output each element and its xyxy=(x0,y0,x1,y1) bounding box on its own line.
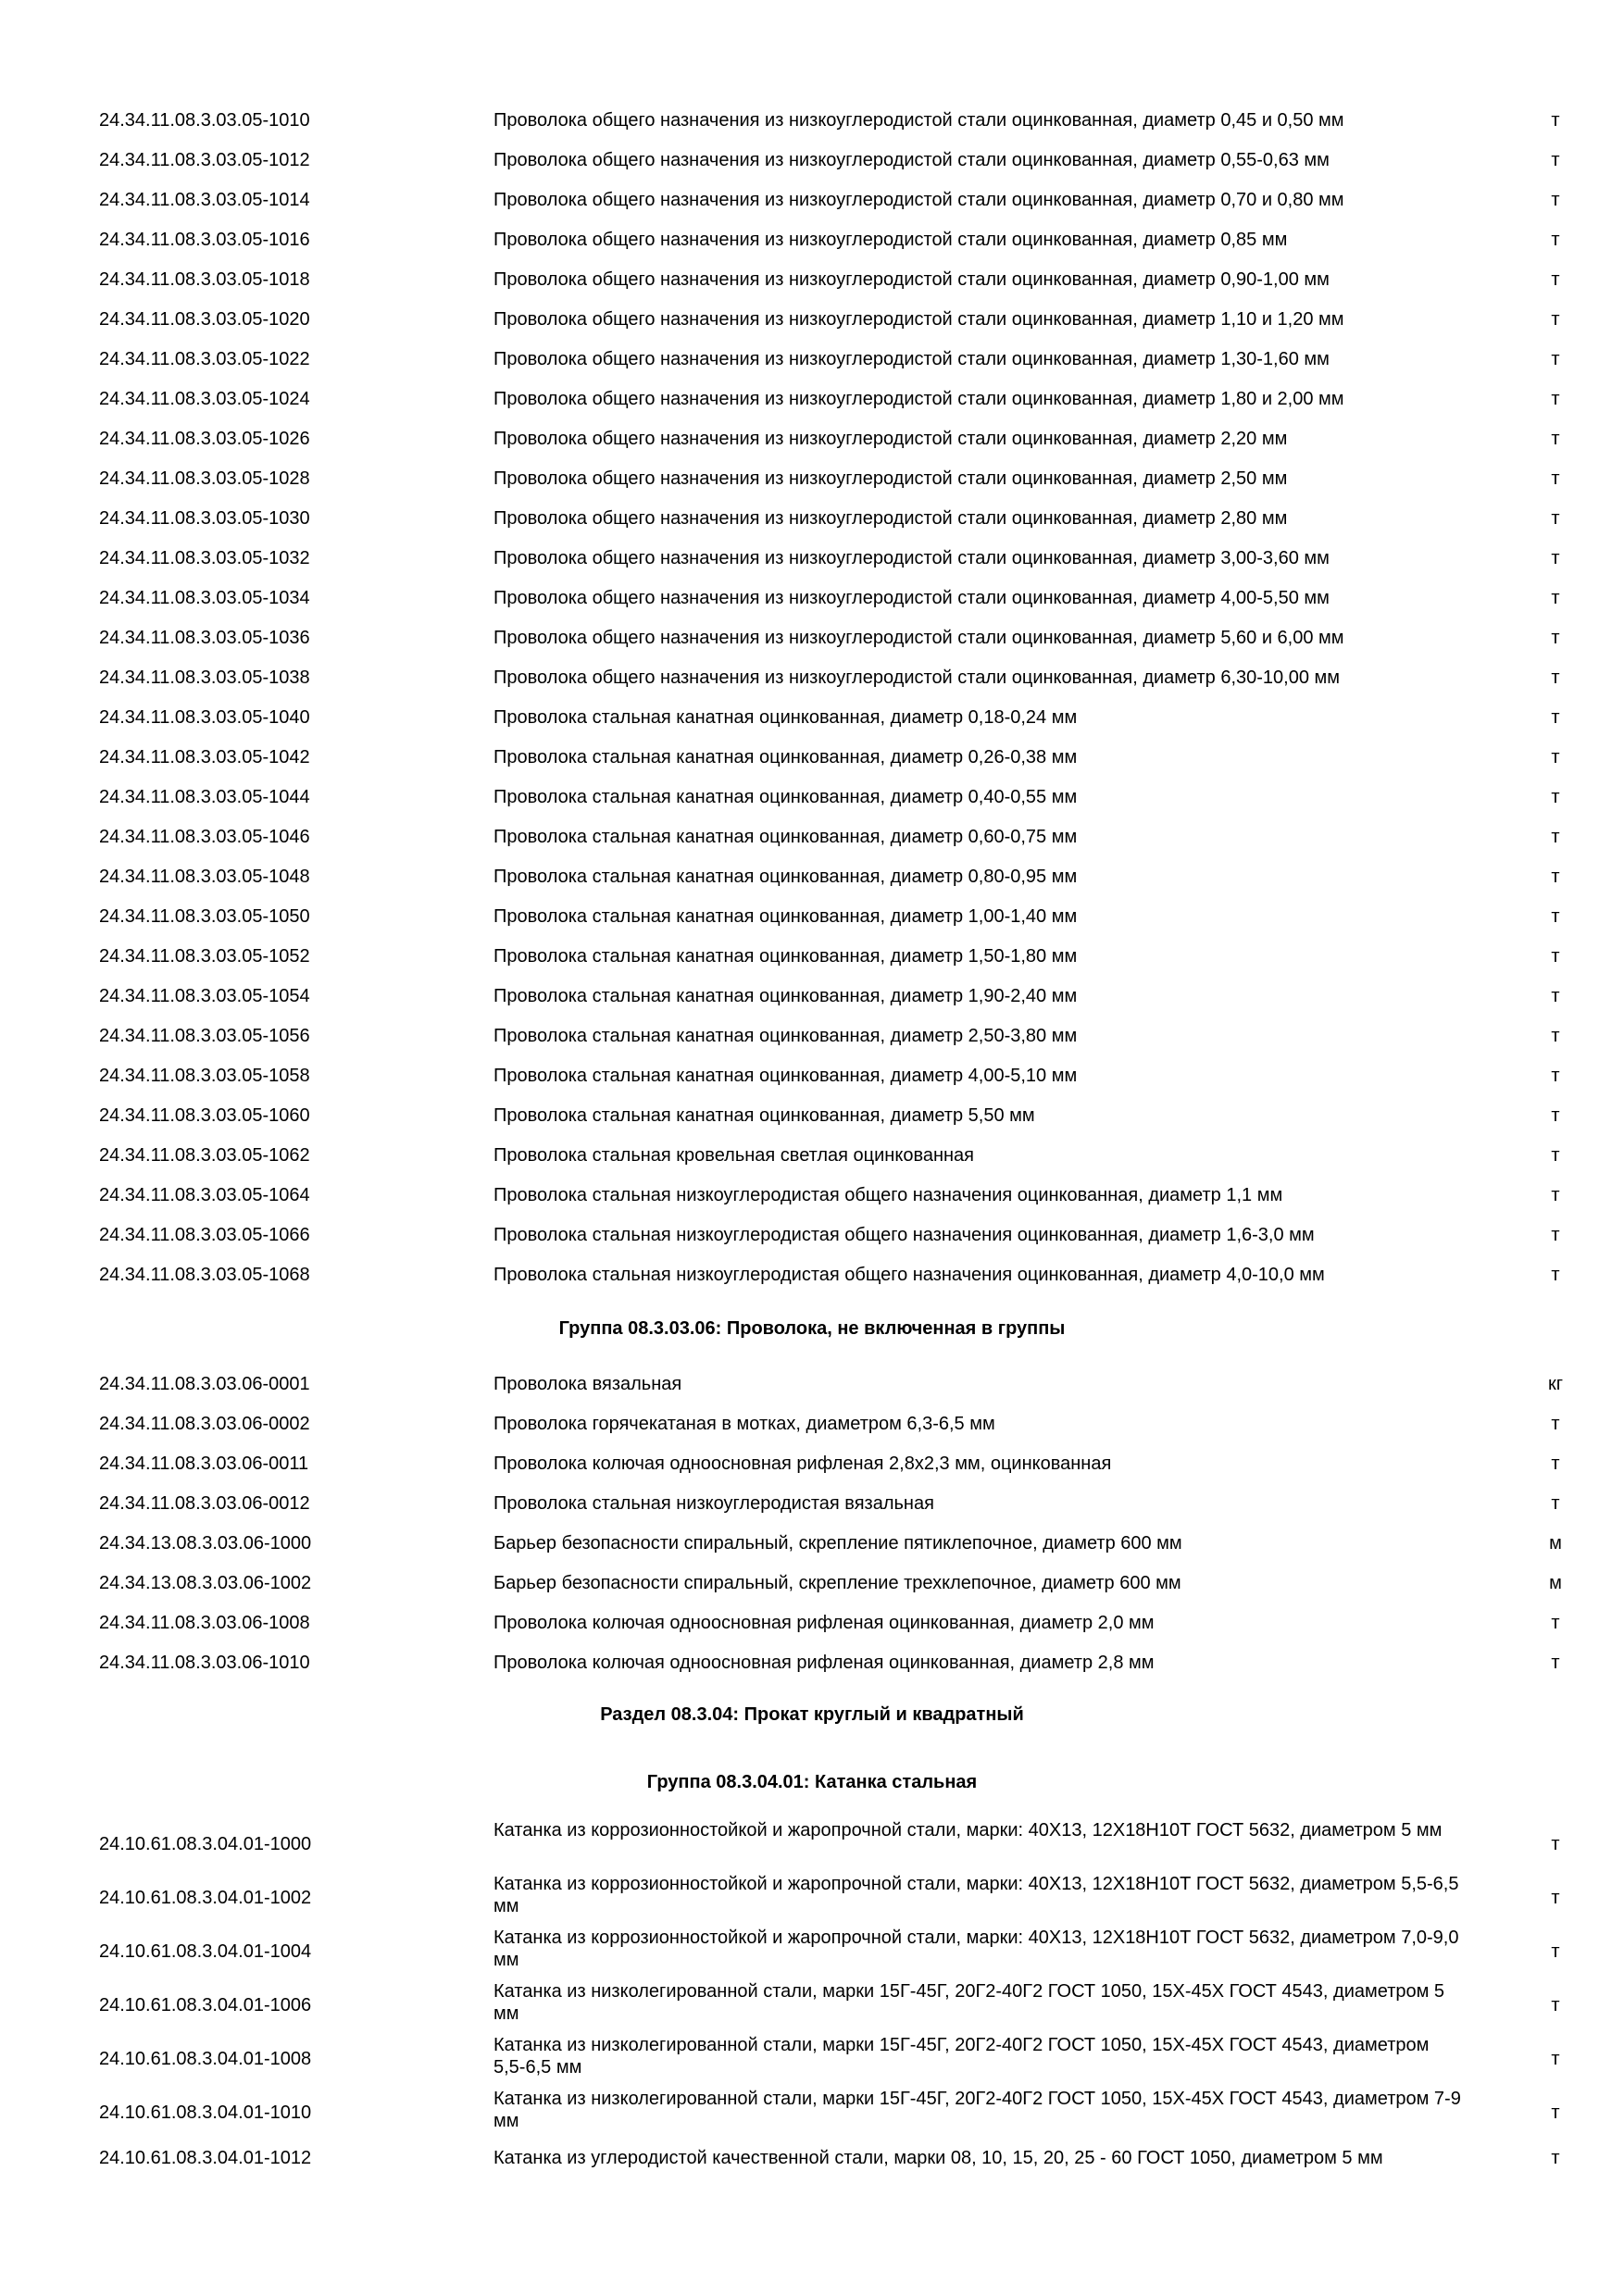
row-name: Катанка из коррозионностойкой и жаропрочной стали, марки: 40Х13, 12Х18Н10Т ГОСТ 5632, диаметром 5,5-6,5 мм xyxy=(493,1874,1459,1916)
table-row xyxy=(0,1215,1624,1254)
row-code: 24.34.11.08.3.03.05-1020 xyxy=(99,309,310,330)
table-row xyxy=(0,777,1624,817)
row-unit: т xyxy=(1551,1888,1560,1908)
row-code: 24.34.11.08.3.03.05-1016 xyxy=(99,230,310,250)
table-row xyxy=(0,578,1624,618)
row-code: 24.34.11.08.3.03.05-1058 xyxy=(99,1066,310,1086)
row-unit: т xyxy=(1551,1653,1560,1673)
row-name: Проволока общего назначения из низкоуглеродистой стали оцинкованная, диаметр 2,20 мм xyxy=(493,429,1288,449)
row-name: Проволока стальная канатная оцинкованная, диаметр 4,00-5,10 мм xyxy=(493,1066,1078,1086)
table-row xyxy=(0,976,1624,1016)
row-unit: т xyxy=(1551,230,1560,250)
row-name: Барьер безопасности спиральный, скрепление трехклепочное, диаметр 600 мм xyxy=(493,1573,1181,1593)
row-unit: т xyxy=(1551,2049,1560,2069)
row-unit: т xyxy=(1551,1941,1560,1962)
table-row xyxy=(0,856,1624,896)
row-name: Проволока общего назначения из низкоуглеродистой стали оцинкованная, диаметр 2,50 мм xyxy=(493,468,1288,489)
row-unit: т xyxy=(1551,1265,1560,1285)
row-name: Проволока стальная кровельная светлая оцинкованная xyxy=(493,1145,975,1166)
row-unit: т xyxy=(1551,150,1560,170)
row-unit: т xyxy=(1551,1185,1560,1205)
row-code: 24.34.11.08.3.03.05-1026 xyxy=(99,429,310,449)
row-name: Проволока стальная канатная оцинкованная, диаметр 2,50-3,80 мм xyxy=(493,1026,1078,1046)
row-name: Проволока стальная низкоуглеродистая вязальная xyxy=(493,1493,934,1514)
table-row xyxy=(0,1443,1624,1483)
row-name: Проволока общего назначения из низкоуглеродистой стали оцинкованная, диаметр 1,80 и 2,00 мм xyxy=(493,389,1344,409)
row-code: 24.34.11.08.3.03.05-1024 xyxy=(99,389,310,409)
row-code: 24.34.11.08.3.03.05-1014 xyxy=(99,190,310,210)
row-unit: т xyxy=(1551,389,1560,409)
row-unit: т xyxy=(1551,1454,1560,1474)
row-name: Проволока общего назначения из низкоуглеродистой стали оцинкованная, диаметр 6,30-10,00 мм xyxy=(493,668,1341,688)
table-row xyxy=(0,1016,1624,1055)
row-code: 24.34.11.08.3.03.06-1010 xyxy=(99,1653,310,1673)
row-name: Катанка из углеродистой качественной стали, марки 08, 10, 15, 20, 25 - 60 ГОСТ 1050, диаметром 5 мм xyxy=(493,2148,1383,2168)
group-0806-heading: Группа 08.3.03.06: Проволока, не включенная в группы xyxy=(558,1318,1066,1339)
row-code: 24.34.11.08.3.03.05-1044 xyxy=(99,787,310,807)
row-name: Катанка из низколегированной стали, марки 15Г-45Г, 20Г2-40Г2 ГОСТ 1050, 15Х-45Х ГОСТ 4543, диаметром 5 мм xyxy=(493,1981,1445,2024)
row-code: 24.34.11.08.3.03.05-1064 xyxy=(99,1185,310,1205)
row-code: 24.34.11.08.3.03.05-1048 xyxy=(99,867,310,887)
table-row xyxy=(0,1095,1624,1135)
row-unit: т xyxy=(1551,787,1560,807)
row-code: 24.34.11.08.3.03.05-1068 xyxy=(99,1265,310,1285)
row-unit: т xyxy=(1551,1493,1560,1514)
row-code: 24.34.13.08.3.03.06-1002 xyxy=(99,1573,312,1593)
table-row xyxy=(0,1175,1624,1215)
row-code: 24.34.13.08.3.03.06-1000 xyxy=(99,1533,312,1554)
table-row xyxy=(0,2030,1624,2084)
row-code: 24.10.61.08.3.04.01-1008 xyxy=(99,2049,312,2069)
table-row xyxy=(0,1135,1624,1175)
table-row xyxy=(0,1977,1624,2030)
table-row xyxy=(0,180,1624,219)
row-unit: м xyxy=(1549,1573,1562,1593)
row-unit: т xyxy=(1551,110,1560,131)
row-name: Катанка из низколегированной стали, марки 15Г-45Г, 20Г2-40Г2 ГОСТ 1050, 15Х-45Х ГОСТ 4543, диаметром 5,5-6,5 мм xyxy=(493,2035,1430,2078)
row-code: 24.34.11.08.3.03.05-1042 xyxy=(99,747,310,767)
row-name: Проволока общего назначения из низкоуглеродистой стали оцинкованная, диаметр 0,70 и 0,80 мм xyxy=(493,190,1344,210)
row-code: 24.34.11.08.3.03.05-1012 xyxy=(99,150,310,170)
row-name: Проволока стальная низкоуглеродистая общего назначения оцинкованная, диаметр 1,6-3,0 мм xyxy=(493,1225,1315,1245)
row-name: Катанка из низколегированной стали, марки 15Г-45Г, 20Г2-40Г2 ГОСТ 1050, 15Х-45Х ГОСТ 4543, диаметром 7-9 мм xyxy=(493,2089,1461,2131)
table-row xyxy=(0,936,1624,976)
row-name: Проволока стальная канатная оцинкованная, диаметр 0,40-0,55 мм xyxy=(493,787,1078,807)
row-code: 24.34.11.08.3.03.05-1030 xyxy=(99,508,310,529)
table-row xyxy=(0,1603,1624,1642)
row-name: Катанка из коррозионностойкой и жаропрочной стали, марки: 40Х13, 12Х18Н10Т ГОСТ 5632, диаметром 7,0-9,0 мм xyxy=(493,1928,1459,1970)
table-row xyxy=(0,1563,1624,1603)
row-code: 24.34.11.08.3.03.05-1056 xyxy=(99,1026,310,1046)
row-name: Проволока стальная канатная оцинкованная, диаметр 0,18-0,24 мм xyxy=(493,707,1078,728)
row-unit: м xyxy=(1549,1533,1562,1554)
row-name: Проволока общего назначения из низкоуглеродистой стали оцинкованная, диаметр 4,00-5,50 мм xyxy=(493,588,1330,608)
row-code: 24.34.11.08.3.03.05-1018 xyxy=(99,269,310,290)
row-unit: т xyxy=(1551,2148,1560,2168)
row-name: Проволока стальная канатная оцинкованная, диаметр 5,50 мм xyxy=(493,1105,1035,1126)
row-code: 24.34.11.08.3.03.05-1038 xyxy=(99,668,310,688)
row-unit: т xyxy=(1551,1026,1560,1046)
row-name: Проволока колючая одноосновная рифленая оцинкованная, диаметр 2,0 мм xyxy=(493,1613,1155,1633)
row-unit: т xyxy=(1551,269,1560,290)
row-name: Проволока горячекатаная в мотках, диаметром 6,3-6,5 мм xyxy=(493,1414,995,1434)
table-row xyxy=(0,140,1624,180)
row-name: Проволока общего назначения из низкоуглеродистой стали оцинкованная, диаметр 5,60 и 6,00 мм xyxy=(493,628,1344,648)
table-row xyxy=(0,896,1624,936)
row-code: 24.34.11.08.3.03.05-1066 xyxy=(99,1225,310,1245)
row-unit: кг xyxy=(1547,1374,1564,1394)
group-080401-heading: Группа 08.3.04.01: Катанка стальная xyxy=(646,1772,978,1792)
row-code: 24.34.11.08.3.03.05-1034 xyxy=(99,588,310,608)
table-row xyxy=(0,2084,1624,2138)
row-unit: т xyxy=(1551,2103,1560,2123)
row-code: 24.10.61.08.3.04.01-1000 xyxy=(99,1834,312,1854)
row-unit: т xyxy=(1551,668,1560,688)
row-name: Проволока стальная канатная оцинкованная, диаметр 1,00-1,40 мм xyxy=(493,906,1078,927)
table-row xyxy=(0,339,1624,379)
row-unit: т xyxy=(1551,190,1560,210)
row-code: 24.10.61.08.3.04.01-1006 xyxy=(99,1995,312,2015)
table-row xyxy=(0,1404,1624,1443)
row-unit: т xyxy=(1551,1225,1560,1245)
row-name: Проволока общего назначения из низкоуглеродистой стали оцинкованная, диаметр 3,00-3,60 мм xyxy=(493,548,1330,568)
row-unit: т xyxy=(1551,1995,1560,2015)
row-name: Проволока стальная канатная оцинкованная, диаметр 1,50-1,80 мм xyxy=(493,946,1078,967)
row-name: Проволока вязальная xyxy=(493,1374,682,1394)
row-code: 24.34.11.08.3.03.05-1040 xyxy=(99,707,310,728)
row-unit: т xyxy=(1551,1414,1560,1434)
row-unit: т xyxy=(1551,1613,1560,1633)
table-row xyxy=(0,100,1624,140)
row-code: 24.34.11.08.3.03.05-1052 xyxy=(99,946,310,967)
table-row xyxy=(0,379,1624,418)
row-unit: т xyxy=(1551,468,1560,489)
row-unit: т xyxy=(1551,1105,1560,1126)
row-code: 24.34.11.08.3.03.06-1008 xyxy=(99,1613,310,1633)
row-code: 24.10.61.08.3.04.01-1004 xyxy=(99,1941,312,1962)
row-code: 24.34.11.08.3.03.05-1062 xyxy=(99,1145,310,1166)
row-unit: т xyxy=(1551,1834,1560,1854)
row-code: 24.10.61.08.3.04.01-1010 xyxy=(99,2103,312,2123)
row-name: Проволока стальная канатная оцинкованная, диаметр 0,80-0,95 мм xyxy=(493,867,1078,887)
row-name: Проволока стальная канатная оцинкованная, диаметр 0,26-0,38 мм xyxy=(493,747,1078,767)
row-unit: т xyxy=(1551,986,1560,1006)
table-row xyxy=(0,657,1624,697)
row-unit: т xyxy=(1551,508,1560,529)
row-code: 24.34.11.08.3.03.06-0012 xyxy=(99,1493,310,1514)
table-row xyxy=(0,737,1624,777)
row-unit: т xyxy=(1551,548,1560,568)
row-unit: т xyxy=(1551,309,1560,330)
row-name: Проволока общего назначения из низкоуглеродистой стали оцинкованная, диаметр 1,30-1,60 мм xyxy=(493,349,1330,369)
table-row xyxy=(0,1254,1624,1294)
row-code: 24.34.11.08.3.03.06-0002 xyxy=(99,1414,310,1434)
table-row xyxy=(0,1923,1624,1977)
row-name: Проволока общего назначения из низкоуглеродистой стали оцинкованная, диаметр 1,10 и 1,20 мм xyxy=(493,309,1344,330)
row-name: Проволока стальная низкоуглеродистая общего назначения оцинкованная, диаметр 4,0-10,0 мм xyxy=(493,1265,1325,1285)
row-name: Проволока общего назначения из низкоуглеродистой стали оцинкованная, диаметр 2,80 мм xyxy=(493,508,1288,529)
row-unit: т xyxy=(1551,946,1560,967)
section-0804-heading: Раздел 08.3.04: Прокат круглый и квадратный xyxy=(600,1704,1024,1725)
row-code: 24.34.11.08.3.03.05-1010 xyxy=(99,110,310,131)
row-name: Проволока стальная канатная оцинкованная, диаметр 0,60-0,75 мм xyxy=(493,827,1078,847)
row-name: Проволока стальная канатная оцинкованная, диаметр 1,90-2,40 мм xyxy=(493,986,1078,1006)
row-code: 24.34.11.08.3.03.06-0001 xyxy=(99,1374,310,1394)
row-code: 24.34.11.08.3.03.05-1022 xyxy=(99,349,310,369)
row-unit: т xyxy=(1551,588,1560,608)
table-row xyxy=(0,1364,1624,1404)
table-row xyxy=(0,1523,1624,1563)
row-name: Барьер безопасности спиральный, скрепление пятиклепочное, диаметр 600 мм xyxy=(493,1533,1182,1554)
table-row xyxy=(0,1483,1624,1523)
table-row xyxy=(0,697,1624,737)
row-code: 24.34.11.08.3.03.05-1054 xyxy=(99,986,310,1006)
row-name: Проволока общего назначения из низкоуглеродистой стали оцинкованная, диаметр 0,90-1,00 мм xyxy=(493,269,1330,290)
table-row xyxy=(0,538,1624,578)
row-code: 24.10.61.08.3.04.01-1002 xyxy=(99,1888,312,1908)
table-row xyxy=(0,1816,1624,1869)
row-name: Проволока стальная низкоуглеродистая общего назначения оцинкованная, диаметр 1,1 мм xyxy=(493,1185,1283,1205)
row-code: 24.34.11.08.3.03.05-1050 xyxy=(99,906,310,927)
row-code: 24.10.61.08.3.04.01-1012 xyxy=(99,2148,312,2168)
row-code: 24.34.11.08.3.03.05-1028 xyxy=(99,468,310,489)
row-code: 24.34.11.08.3.03.06-0011 xyxy=(99,1454,309,1474)
table-row xyxy=(0,418,1624,458)
row-name: Проволока колючая одноосновная рифленая 2,8х2,3 мм, оцинкованная xyxy=(493,1454,1112,1474)
row-name: Проволока колючая одноосновная рифленая оцинкованная, диаметр 2,8 мм xyxy=(493,1653,1155,1673)
row-name: Проволока общего назначения из низкоуглеродистой стали оцинкованная, диаметр 0,85 мм xyxy=(493,230,1288,250)
table-row xyxy=(0,817,1624,856)
table-row xyxy=(0,458,1624,498)
row-unit: т xyxy=(1551,747,1560,767)
row-unit: т xyxy=(1551,429,1560,449)
row-unit: т xyxy=(1551,1066,1560,1086)
row-name: Катанка из коррозионностойкой и жаропрочной стали, марки: 40Х13, 12Х18Н10Т ГОСТ 5632, диаметром 5 мм xyxy=(493,1820,1443,1841)
table-row xyxy=(0,1642,1624,1682)
row-code: 24.34.11.08.3.03.05-1032 xyxy=(99,548,310,568)
row-unit: т xyxy=(1551,867,1560,887)
row-unit: т xyxy=(1551,906,1560,927)
table-row xyxy=(0,219,1624,259)
row-unit: т xyxy=(1551,628,1560,648)
row-unit: т xyxy=(1551,707,1560,728)
row-name: Проволока общего назначения из низкоуглеродистой стали оцинкованная, диаметр 0,45 и 0,50 мм xyxy=(493,110,1344,131)
row-unit: т xyxy=(1551,827,1560,847)
row-unit: т xyxy=(1551,349,1560,369)
table-row xyxy=(0,1055,1624,1095)
table-row xyxy=(0,1869,1624,1923)
row-code: 24.34.11.08.3.03.05-1036 xyxy=(99,628,310,648)
row-name: Проволока общего назначения из низкоуглеродистой стали оцинкованная, диаметр 0,55-0,63 мм xyxy=(493,150,1330,170)
row-code: 24.34.11.08.3.03.05-1046 xyxy=(99,827,310,847)
table-row xyxy=(0,2138,1624,2177)
table-row xyxy=(0,259,1624,299)
table-row xyxy=(0,618,1624,657)
table-row xyxy=(0,498,1624,538)
table-row xyxy=(0,299,1624,339)
row-unit: т xyxy=(1551,1145,1560,1166)
row-code: 24.34.11.08.3.03.05-1060 xyxy=(99,1105,310,1126)
